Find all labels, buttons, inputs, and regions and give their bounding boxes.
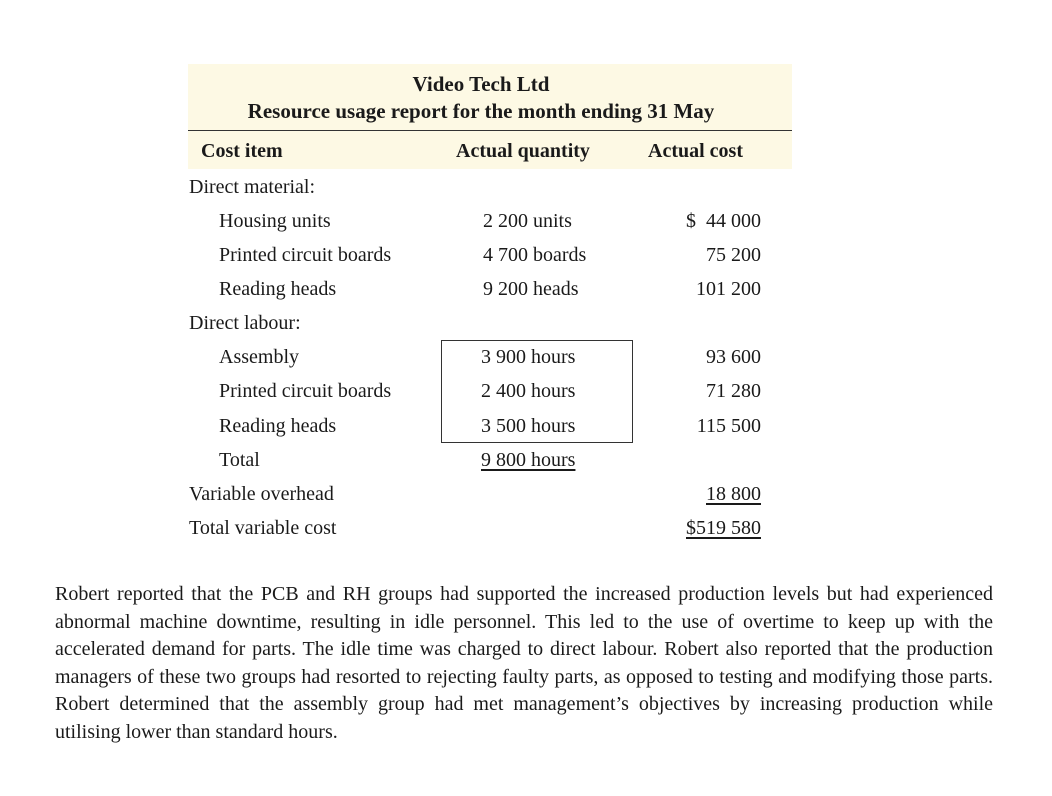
variable-overhead-label: Variable overhead <box>189 483 334 505</box>
row-cost: $ 44 000 <box>686 210 761 232</box>
row-item: Assembly <box>219 346 299 368</box>
row-cost: 101 200 <box>696 278 761 300</box>
column-header-cost-item: Cost item <box>201 140 283 162</box>
row-quantity: 2 200 units <box>483 210 572 232</box>
section-label-direct-labour: Direct labour: <box>189 312 301 334</box>
row-quantity: 3 500 hours <box>481 415 576 437</box>
row-item: Reading heads <box>219 278 337 300</box>
row-item: Reading heads <box>219 415 337 437</box>
labour-total-quantity: 9 800 hours <box>481 449 576 471</box>
row-quantity: 3 900 hours <box>481 346 576 368</box>
total-variable-cost-value: $519 580 <box>686 517 761 539</box>
row-item: Printed circuit boards <box>219 380 392 402</box>
column-header-actual-quantity: Actual quantity <box>456 140 590 162</box>
column-header-actual-cost: Actual cost <box>648 140 743 162</box>
labour-total-label: Total <box>219 449 260 471</box>
row-quantity: 2 400 hours <box>481 380 576 402</box>
row-cost: 93 600 <box>706 346 761 368</box>
report-title: Resource usage report for the month ending 31 May <box>247 99 715 123</box>
company-name: Video Tech Ltd <box>412 72 550 96</box>
variable-overhead-cost: 18 800 <box>706 483 761 505</box>
row-cost: 71 280 <box>706 380 761 402</box>
section-label-direct-material: Direct material: <box>189 176 316 198</box>
row-cost: 115 500 <box>696 415 761 437</box>
narrative-paragraph: Robert reported that the PCB and RH groups had supported the increased production levels but had experienced abnormal machine downtime, resulting in idle personnel. This led to the use of overtime to keep up with the accelerated demand for parts. The idle time was charged to direct labour. Robert also reported that the production managers of these two groups had resorted to rejecting faulty parts, as opposed to testing and modifying those parts. Robert determined that the assembly group had met management’s objectives by increasing production while utilising lower than standard hours. <box>55 583 993 743</box>
header-divider <box>188 130 792 131</box>
row-quantity: 4 700 boards <box>483 244 587 266</box>
row-cost: 75 200 <box>706 244 761 266</box>
total-variable-cost-label: Total variable cost <box>189 517 337 539</box>
row-item: Printed circuit boards <box>219 244 392 266</box>
row-quantity: 9 200 heads <box>483 278 579 300</box>
row-item: Housing units <box>219 210 331 232</box>
